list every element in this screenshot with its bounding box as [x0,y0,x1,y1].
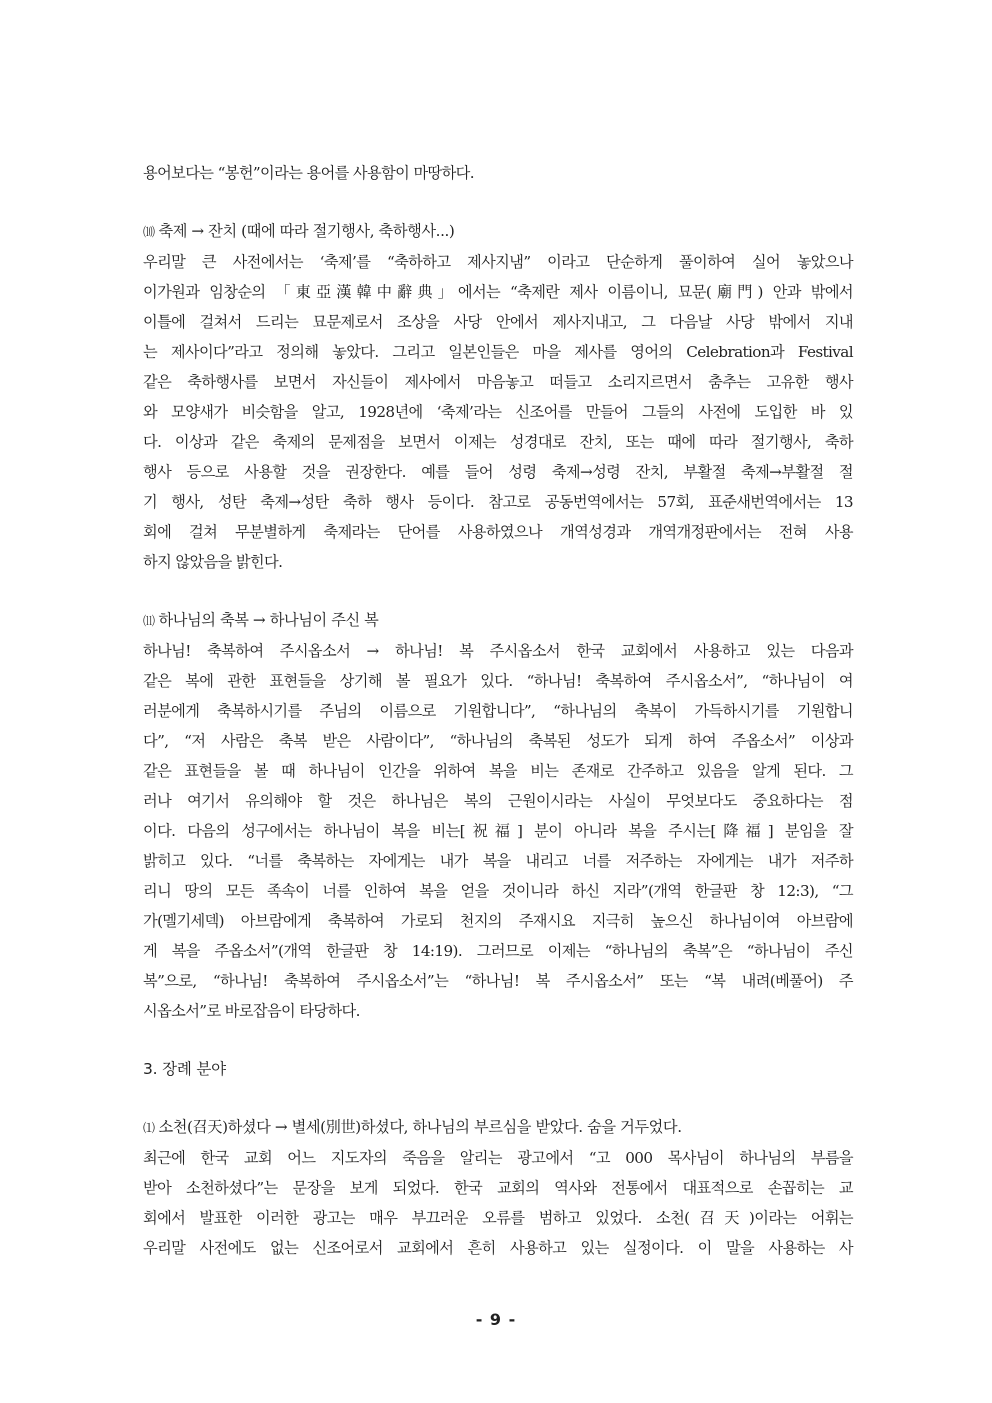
item-11-title: 하나님의 축복 → 하나님이 주신 복 [158,611,379,629]
text-line: 행사 등으로 사용할 것을 권장한다. 예를 들어 성령 축제→성령 잔치, 부활절 축제→부활절 절 [143,463,853,481]
spacer [143,1026,853,1054]
text-line: 회에서 발표한 이러한 광고는 매우 부끄러운 오류를 범하고 있었다. 소천(召天)이라는 어휘는 [143,1209,853,1227]
text-line: 같은 표현들을 볼 때 하나님이 인간을 위하여 복을 비는 존재로 간주하고 있음을 알게 된다. 그 [143,762,853,780]
item-10-number: ⑽ [143,225,155,239]
text-line: 이틀에 걸쳐서 드리는 묘문제로서 조상을 사당 안에서 제사지내고, 그 다음날 사당 밖에서 지내 [143,313,853,331]
text-line: 우리말 사전에도 없는 신조어로서 교회에서 흔히 사용하고 있는 실정이다. 이 말을 사용하는 사 [143,1239,853,1257]
text-line: 는 제사이다”라고 정의해 놓았다. 그리고 일본인들은 마을 제사를 영어의 Celebration과 Festival [143,343,853,361]
intro-line: 용어보다는 “봉헌”이라는 용어를 사용함이 마땅하다. [143,164,474,182]
item-1-title: 소천(召天)하셨다 → 별세(別世)하셨다, 하나님의 부르심을 받았다. 숨을 거두었다. [158,1118,682,1136]
text-line: 같은 복에 관한 표현들을 상기해 볼 필요가 있다. “하나님! 축복하여 주시옵소서”, “하나님이 여 [143,672,853,690]
item-10-paragraph [143,247,853,577]
text-line: 최근에 한국 교회 어느 지도자의 죽음을 알리는 광고에서 “고 000 목사님이 하나님의 부름을 [143,1149,853,1167]
item-1-paragraph [143,1143,853,1263]
text-line: 와 모양새가 비슷함을 알고, 1928년에 ‘축제’라는 신조어를 만들어 그들의 사전에 도입한 바 있 [143,403,853,421]
text-line: 하지 않았음을 밝힌다. [143,553,283,571]
document-body [143,158,853,1263]
item-11-paragraph [143,636,853,1026]
text-line: 우리말 큰 사전에서는 ‘축제’를 “축하하고 제사지냄” 이라고 단순하게 풀이하여 실어 놓았으나 [143,253,853,271]
text-line: 다. 이상과 같은 축제의 문제점을 보면서 이제는 성경대로 잔치, 또는 때에 따라 절기행사, 축하 [143,433,853,451]
item-1-heading [143,1112,853,1143]
item-10-title: 축제 → 잔치 (때에 따라 절기행사, 축하행사...) [158,222,455,240]
text-line: 게 복을 주옵소서”(개역 한글판 창 14:19). 그러므로 이제는 “하나님의 축복”은 “하나님이 주신 [143,942,853,960]
text-line: 복”으로, “하나님! 축복하여 주시옵소서”는 “하나님! 복 주시옵소서” 또는 “복 내려(베풀어) 주 [143,972,853,990]
text-line: 러나 여기서 유의해야 할 것은 하나님은 복의 근원이시라는 사실이 무엇보다도 중요하다는 점 [143,792,853,810]
text-line: 러분에게 축복하시기를 주님의 이름으로 기원합니다”, “하나님의 축복이 가득하시기를 기원합니 [143,702,853,720]
spacer [143,188,853,216]
text-line: 이가원과 임창순의 「東亞漢韓中辭典」에서는 “축제란 제사 이름이니, 묘문(廟門) 안과 밖에서 [143,283,853,301]
item-11-heading [143,605,853,636]
spacer [143,1084,853,1112]
spacer [143,577,853,605]
text-line: 리니 땅의 모든 족속이 너를 인하여 복을 얻을 것이니라 하신 지라”(개역 한글판 창 12:3), “그 [143,882,853,900]
text-line: 밝히고 있다. “너를 축복하는 자에게는 내가 복을 내리고 너를 저주하는 자에게는 내가 저주하 [143,852,853,870]
text-line: 가(멜기세덱) 아브람에게 축복하여 가로되 천지의 주재시요 지극히 높으신 하나님이여 아브람에 [143,912,853,930]
text-line: 기 행사, 성탄 축제→성탄 축하 행사 등이다. 참고로 공동번역에서는 57회, 표준새번역에서는 13 [143,493,853,511]
item-1-number: ⑴ [143,1121,155,1135]
page-number: - 9 - [475,1310,517,1329]
text-line: 같은 축하행사를 보면서 자신들이 제사에서 마음놓고 떠들고 소리지르면서 춤추는 고유한 행사 [143,373,853,391]
item-10-heading [143,216,853,247]
section-3-title: 3. 장례 분야 [143,1060,226,1078]
text-line: 다”, “저 사람은 축복 받은 사람이다”, “하나님의 축복된 성도가 되게 하여 주옵소서” 이상과 [143,732,853,750]
text-line: 이다. 다음의 성구에서는 하나님이 복을 비는[祝福] 분이 아니라 복을 주시는[降福] 분임을 잘 [143,822,853,840]
text-line: 회에 걸쳐 무분별하게 축제라는 단어를 사용하였으나 개역성경과 개역개정판에서는 전혀 사용 [143,523,853,541]
text-line: 받아 소천하셨다”는 문장을 보게 되었다. 한국 교회의 역사와 전통에서 대표적으로 손꼽히는 교 [143,1179,853,1197]
text-line: 하나님! 축복하여 주시옵소서 → 하나님! 복 주시옵소서 한국 교회에서 사용하고 있는 다음과 [143,642,853,660]
text-line: 시옵소서”로 바로잡음이 타당하다. [143,1002,360,1020]
item-11-number: ⑾ [143,614,155,628]
